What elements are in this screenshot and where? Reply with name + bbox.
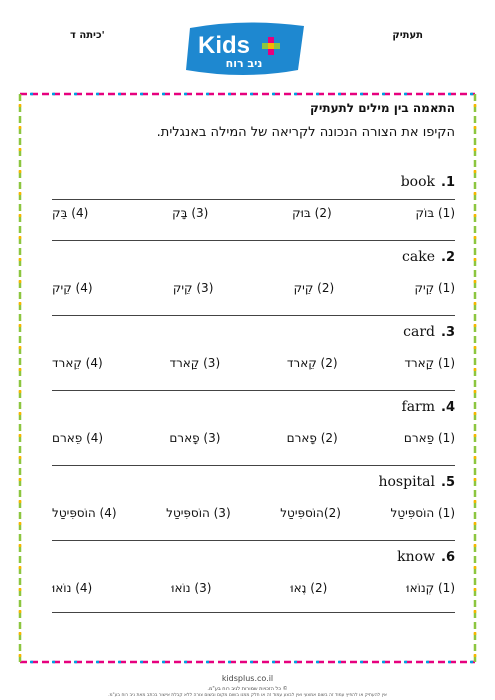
question-1 bbox=[40, 174, 455, 244]
question-word: cake bbox=[402, 249, 436, 265]
divider-line bbox=[52, 540, 455, 541]
option-3[interactable]: (3) קַארד bbox=[169, 356, 221, 370]
option-1[interactable]: (1) בּוֹק bbox=[415, 206, 455, 220]
option-4[interactable]: (4) נוֹאוּ bbox=[52, 581, 93, 595]
question-6 bbox=[40, 549, 455, 619]
option-2[interactable]: (2) קֵארד bbox=[286, 356, 338, 370]
option-1[interactable]: (1) קְנוֹאוּ bbox=[406, 581, 455, 595]
divider-line bbox=[52, 612, 455, 613]
footer-url: kidsplus.co.il bbox=[221, 674, 274, 683]
divider-line bbox=[52, 390, 455, 391]
option-4[interactable]: (4) קֵיק bbox=[52, 281, 93, 295]
question-number: .1 bbox=[441, 175, 455, 190]
option-3[interactable]: (3) בָּק bbox=[172, 206, 209, 220]
footer-legal: אין להעתיק או להפיץ עמוד זה בשום אמצעי ואין לבצע עמוד זה או חלק ממנו בשום מקום ובשום צורה ללא קבלת אישור בכתב מאת ניב רוח בע"מ. bbox=[108, 693, 387, 698]
question-number: .3 bbox=[441, 325, 455, 340]
option-2[interactable]: (2) קֵיק bbox=[293, 281, 335, 295]
option-1[interactable]: (1) פַארם bbox=[403, 431, 455, 445]
question-number: .2 bbox=[441, 250, 455, 265]
option-1[interactable]: (1) הוֹספִּיטַל bbox=[390, 506, 455, 520]
question-word: hospital bbox=[378, 474, 436, 490]
logo-subtitle: ניב רוח bbox=[225, 57, 263, 70]
divider-line bbox=[52, 315, 455, 316]
grade-label: כיתה ד' bbox=[70, 30, 105, 41]
question-word: know bbox=[397, 549, 436, 565]
question-word: farm bbox=[401, 399, 436, 415]
option-3[interactable]: (3) נוֹאוּ bbox=[171, 581, 212, 595]
option-3[interactable]: (3) הוֹספִּיטַל bbox=[166, 506, 231, 520]
option-2[interactable]: (2) נֶאוּ bbox=[290, 581, 328, 595]
footer-copyright: © כל הזכויות שמורות לניב רוח בע"מ. bbox=[207, 686, 288, 692]
divider-line bbox=[52, 199, 455, 200]
question-word: card bbox=[403, 324, 436, 340]
option-1[interactable]: (1) קֵיק bbox=[414, 281, 455, 295]
logo-text: Kids bbox=[198, 32, 251, 59]
question-number: .5 bbox=[441, 475, 455, 490]
option-4[interactable]: (4) קֵארד bbox=[52, 356, 103, 370]
worksheet-instruction: הקיפו את הצורה הנכונה לקריאה של המילה באנגלית. bbox=[156, 125, 455, 140]
option-4[interactable]: (4) פֵארם bbox=[52, 431, 104, 445]
kids-plus-logo bbox=[184, 20, 310, 78]
option-2[interactable]: (2)הוֹספִּיטַל bbox=[280, 506, 341, 520]
question-4 bbox=[40, 399, 455, 469]
question-2 bbox=[40, 249, 455, 319]
option-4[interactable]: (4) בֵּק bbox=[52, 206, 89, 220]
subject-label: תעתיק bbox=[392, 30, 423, 41]
divider-line bbox=[52, 465, 455, 466]
divider-line bbox=[52, 240, 455, 241]
option-1[interactable]: (1) קַארד bbox=[404, 356, 455, 370]
question-number: .6 bbox=[441, 550, 455, 565]
question-number: .4 bbox=[441, 400, 455, 415]
worksheet-title: התאמה בין מילים לתעתיק bbox=[310, 101, 455, 115]
question-3 bbox=[40, 324, 455, 394]
question-5 bbox=[40, 474, 455, 544]
option-3[interactable]: (3) פָארם bbox=[169, 431, 221, 445]
option-4[interactable]: (4) הוֹספִּיטַל bbox=[52, 506, 117, 520]
option-2[interactable]: (2) בּוּק bbox=[292, 206, 332, 220]
option-3[interactable]: (3) קֵיק bbox=[172, 281, 214, 295]
option-2[interactable]: (2) פָארם bbox=[286, 431, 338, 445]
question-word: book bbox=[400, 174, 436, 190]
